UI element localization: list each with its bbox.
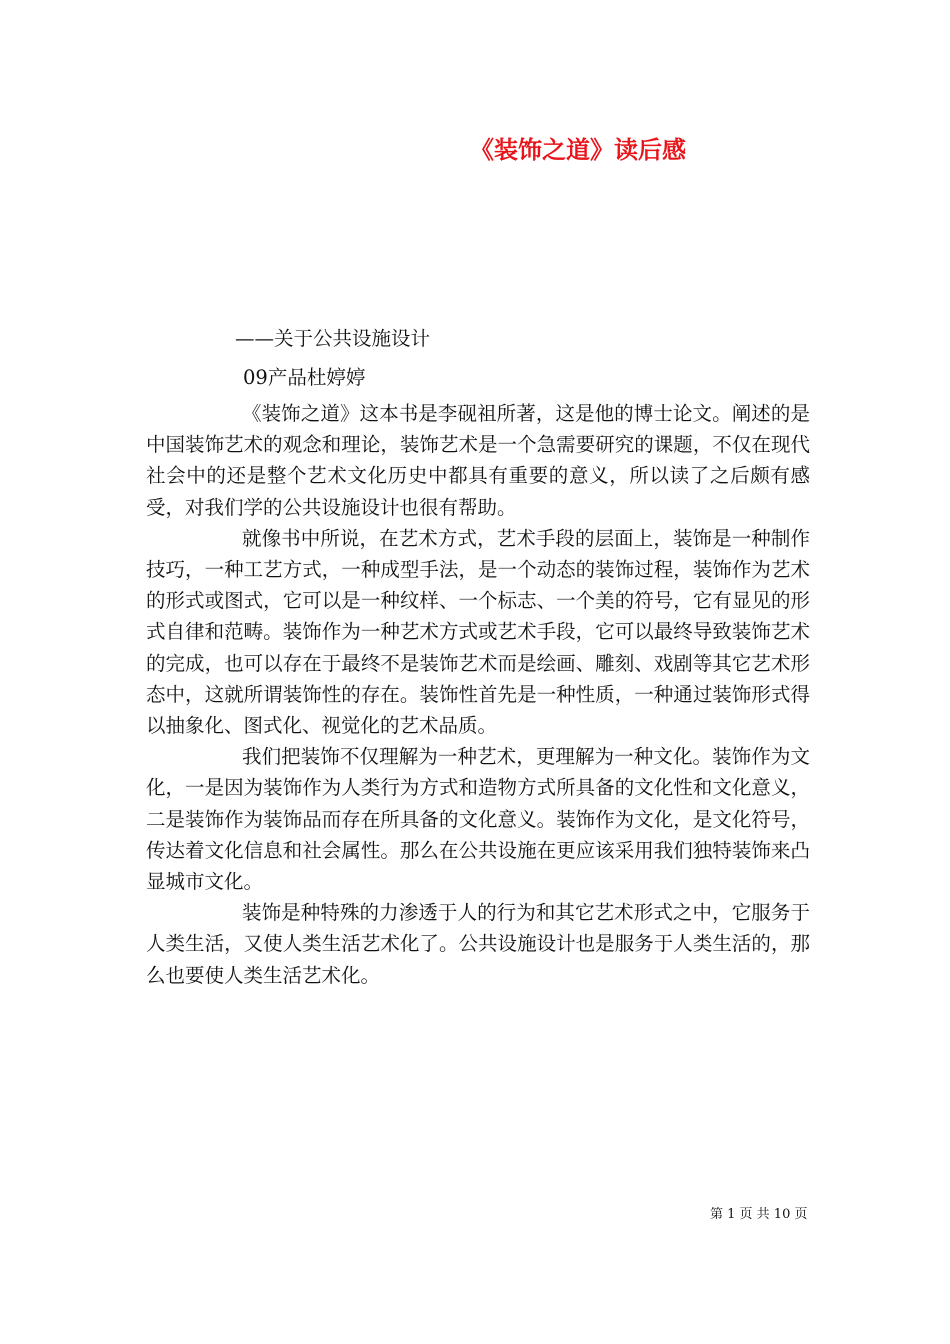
author-line: 09产品杜婷婷	[243, 366, 366, 389]
document-body	[146, 398, 810, 991]
document-subtitle: ——关于公共设施设计	[235, 327, 431, 350]
paragraph-3: 我们把装饰不仅理解为一种艺术，更理解为一种文化。装饰作为文化，一是因为装饰作为人类行为方式和造物方式所具备的文化性和文化意义，二是装饰作为装饰品而存在所具备的文化意义。装饰作为文化，是文化符号，传达着文化信息和社会属性。那么在公共设施在更应该采用我们独特装饰来凸显城市文化。	[146, 745, 810, 894]
document-title: 《装饰之道》读后感	[470, 135, 686, 164]
paragraph-4: 装饰是种特殊的力渗透于人的行为和其它艺术形式之中，它服务于人类生活，又使人类生活艺术化了。公共设施设计也是服务于人类生活的，那么也要使人类生活艺术化。	[146, 901, 810, 987]
page-footer: 第 1 页 共 10 页	[710, 1207, 808, 1222]
paragraph-1: 《装饰之道》这本书是李砚祖所著，这是他的博士论文。阐述的是中国装饰艺术的观念和理论，装饰艺术是一个急需要研究的课题，不仅在现代社会中的还是整个艺术文化历史中都具有重要的意义，所以读了之后颇有感受，对我们学的公共设施设计也很有帮助。	[146, 402, 810, 519]
paragraph-2: 就像书中所说，在艺术方式，艺术手段的层面上，装饰是一种制作技巧，一种工艺方式，一种成型手法，是一个动态的装饰过程，装饰作为艺术的形式或图式，它可以是一种纹样、一个标志、一个美的符号，它有显见的形式自律和范畴。装饰作为一种艺术方式或艺术手段，它可以最终导致装饰艺术的完成，也可以存在于最终不是装饰艺术而是绘画、雕刻、戏剧等其它艺术形态中，这就所谓装饰性的存在。装饰性首先是一种性质，一种通过装饰形式得以抽象化、图式化、视觉化的艺术品质。	[146, 526, 810, 738]
